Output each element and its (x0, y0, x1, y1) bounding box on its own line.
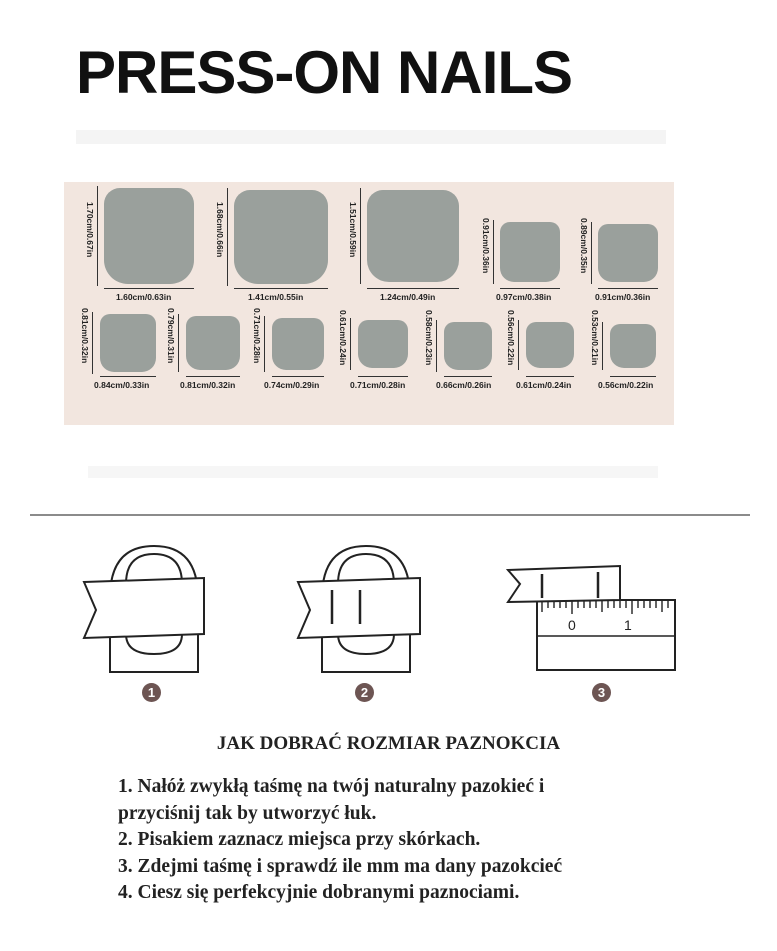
nail-11-width: 0.61cm/0.24in (516, 380, 572, 390)
step-1-badge: 1 (142, 683, 161, 702)
nail-3-width: 1.24cm/0.49in (380, 292, 436, 302)
instructions-heading: JAK DOBRAĆ ROZMIAR PAZNOKCIA (216, 733, 561, 754)
nail-9-width: 0.71cm/0.28in (350, 380, 406, 390)
faint-text-decoration (76, 118, 666, 158)
nail-size-1 (104, 188, 194, 284)
instruction-line: 3. Zdejmi taśmę i sprawdź ile mm ma dany pazokcieć (118, 855, 563, 877)
nail-10-height: 0.58cm/0.23in (424, 310, 434, 366)
nail-11-height: 0.56cm/0.22in (506, 310, 516, 366)
ruler-label-1: 1 (624, 617, 632, 633)
step-2-illustration (292, 540, 424, 678)
nail-5-width: 0.91cm/0.36in (595, 292, 651, 302)
nail-2-width: 1.41cm/0.55in (248, 292, 304, 302)
nail-4-height: 0.91cm/0.36in (481, 218, 491, 274)
nail-size-8 (272, 318, 324, 370)
nail-10-width: 0.66cm/0.26in (436, 380, 492, 390)
step-3-badge: 3 (592, 683, 611, 702)
instruction-line: 4. Ciesz się perfekcyjnie dobranymi paznociami. (118, 882, 520, 903)
section-divider (30, 514, 750, 516)
nail-size-10 (444, 322, 492, 370)
nail-size-5 (598, 224, 658, 282)
nail-size-6 (100, 314, 156, 372)
nail-12-height: 0.53cm/0.21in (590, 310, 600, 366)
nail-5-height: 0.89cm/0.35in (579, 218, 589, 274)
nail-6-height: 0.81cm/0.32in (80, 308, 90, 364)
nail-1-height: 1.70cm/0.67in (85, 202, 95, 258)
nail-size-2 (234, 190, 328, 284)
nail-2-height: 1.68cm/0.66in (215, 202, 225, 258)
step-2-badge: 2 (355, 683, 374, 702)
page-title: PRESS-ON NAILS (76, 39, 573, 106)
nail-7-height: 0.79cm/0.31in (166, 308, 176, 364)
nail-8-width: 0.74cm/0.29in (264, 380, 320, 390)
nail-12-width: 0.56cm/0.22in (598, 380, 654, 390)
instruction-line: 2. Pisakiem zaznacz miejsca przy skórkach. (118, 829, 481, 850)
nail-1-width: 1.60cm/0.63in (116, 292, 172, 302)
step-1-illustration (78, 540, 210, 678)
instructions-list (118, 774, 738, 907)
nail-size-7 (186, 316, 240, 370)
nail-3-height: 1.51cm/0.59in (348, 202, 358, 258)
nail-size-12 (610, 324, 656, 368)
nail-size-9 (358, 320, 408, 368)
step-3-illustration (506, 562, 680, 674)
nail-size-4 (500, 222, 560, 282)
nail-8-height: 0.71cm/0.28in (252, 308, 262, 364)
size-chart-panel (64, 182, 674, 425)
nail-size-3 (367, 190, 459, 282)
nail-6-width: 0.84cm/0.33in (94, 380, 150, 390)
nail-size-11 (526, 322, 574, 368)
nail-7-width: 0.81cm/0.32in (180, 380, 236, 390)
instruction-line: 1. Nałóż zwykłą taśmę na twój naturalny pazokieć i (118, 776, 545, 797)
instruction-line: przyciśnij tak by utworzyć łuk. (118, 802, 377, 824)
nail-4-width: 0.97cm/0.38in (496, 292, 552, 302)
ruler-label-0: 0 (568, 617, 576, 633)
nail-9-height: 0.61cm/0.24in (338, 310, 348, 366)
faint-text-decoration-2 (88, 458, 658, 488)
